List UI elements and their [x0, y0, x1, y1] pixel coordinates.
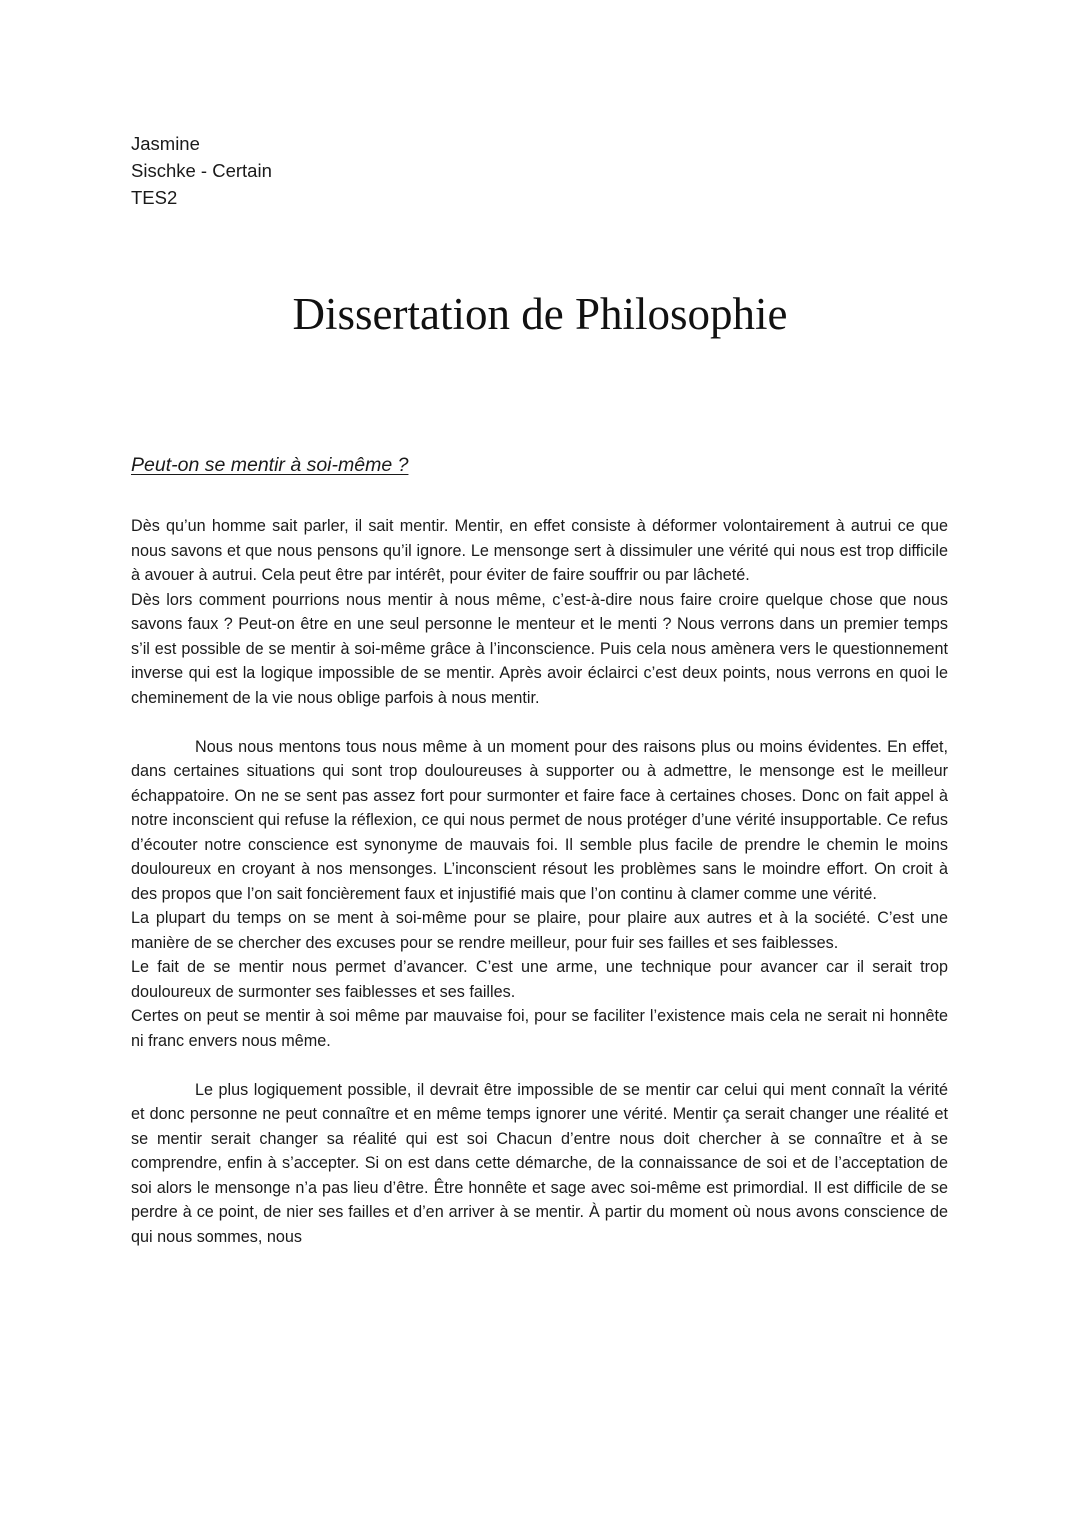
- author-class: TES2: [131, 187, 178, 208]
- paragraph-gap: [131, 1053, 948, 1078]
- paragraph-intro-1: Dès qu’un homme sait parler, il sait mentir. Mentir, en effet consiste à déformer volontairement à autrui ce que nous savons et que nous pensons qu’il ignore. Le mensonge sert à dissimuler une vérité qui nous est trop difficile à avouer à autrui. Cela peut être par intérêt, pour éviter de faire souffrir ou par lâcheté.: [131, 517, 948, 584]
- paragraph-part1-3: Le fait de se mentir nous permet d’avancer. C’est une arme, une technique pour avancer car il serait trop douloureux de surmonter ses faiblesses et ses failles.: [131, 958, 948, 1001]
- dissertation-question: Peut-on se mentir à soi-même ?: [131, 454, 409, 476]
- paragraph-part1-2: La plupart du temps on se ment à soi-même pour se plaire, pour plaire aux autres et à la société. C’est une manière de se chercher des excuses pour se rendre meilleur, pour fuir ses failles et ses faiblesses.: [131, 909, 948, 952]
- author-last-name: Sischke - Certain: [131, 160, 272, 181]
- paragraph-part1-4: Certes on peut se mentir à soi même par mauvaise foi, pour se faciliter l’existence mais cela ne serait ni honnête ni franc envers nous même.: [131, 1007, 948, 1050]
- author-first-name: Jasmine: [131, 133, 200, 154]
- document-title: Dissertation de Philosophie: [292, 289, 788, 339]
- author-block: [131, 130, 272, 211]
- paragraph-part2-1: Le plus logiquement possible, il devrait être impossible de se mentir car celui qui ment connaît la vérité et donc personne ne peut connaître et en même temps ignorer une vérité. Mentir ça serait changer une réalité et se mentir serait changer sa réalité qui est soi Chacun d’entre nous doit chercher à se connaître et à se comprendre, enfin à s’accepter. Si on est dans cette démarche, de la connaissance de soi et de l’acceptation de soi alors le mensonge n’a pas lieu d’être. Être honnête et sage avec soi-même est primordial. Il est difficile de se perdre à ce point, de nier ses failles et d’en arriver à se mentir. À partir du moment où nous avons conscience de qui nous sommes, nous: [131, 1080, 948, 1246]
- paragraph-gap: [131, 710, 948, 735]
- dissertation-body: [131, 514, 948, 1249]
- paragraph-part1-1: Nous nous mentons tous nous même à un moment pour des raisons plus ou moins évidentes. En effet, dans certaines situations qui sont trop douloureuses à supporter ou à admettre, le mensonge est le meilleur échappatoire. On ne se sent pas assez fort pour surmonter et faire face à certaines choses. Donc on fait appel à notre inconscient qui refuse la réflexion, ce qui nous permet de nous protéger d’une vérité insupportable. Ce refus d’écouter notre conscience est synonyme de mauvais foi. Il semble plus facile de prendre le chemin le moins douloureux en croyant à nos mensonges. L’inconscient résout les problèmes sans le moindre effort. On croit à des propos que l’on sait foncièrement faux et injustifié mais que l’on continu à clamer comme une vérité.: [131, 737, 948, 903]
- paragraph-intro-2: Dès lors comment pourrions nous mentir à nous même, c’est-à-dire nous faire croire quelque chose que nous savons faux ? Peut-on être en une seul personne le menteur et le menti ? Nous verrons dans un premier temps s’il est possible de se mentir à soi-même grâce à l’inconscience. Puis cela nous amènera vers le questionnement inverse qui est la logique impossible de se mentir. Après avoir éclairci c’est deux points, nous verrons en quoi le cheminement de la vie nous oblige parfois à nous mentir.: [131, 590, 948, 707]
